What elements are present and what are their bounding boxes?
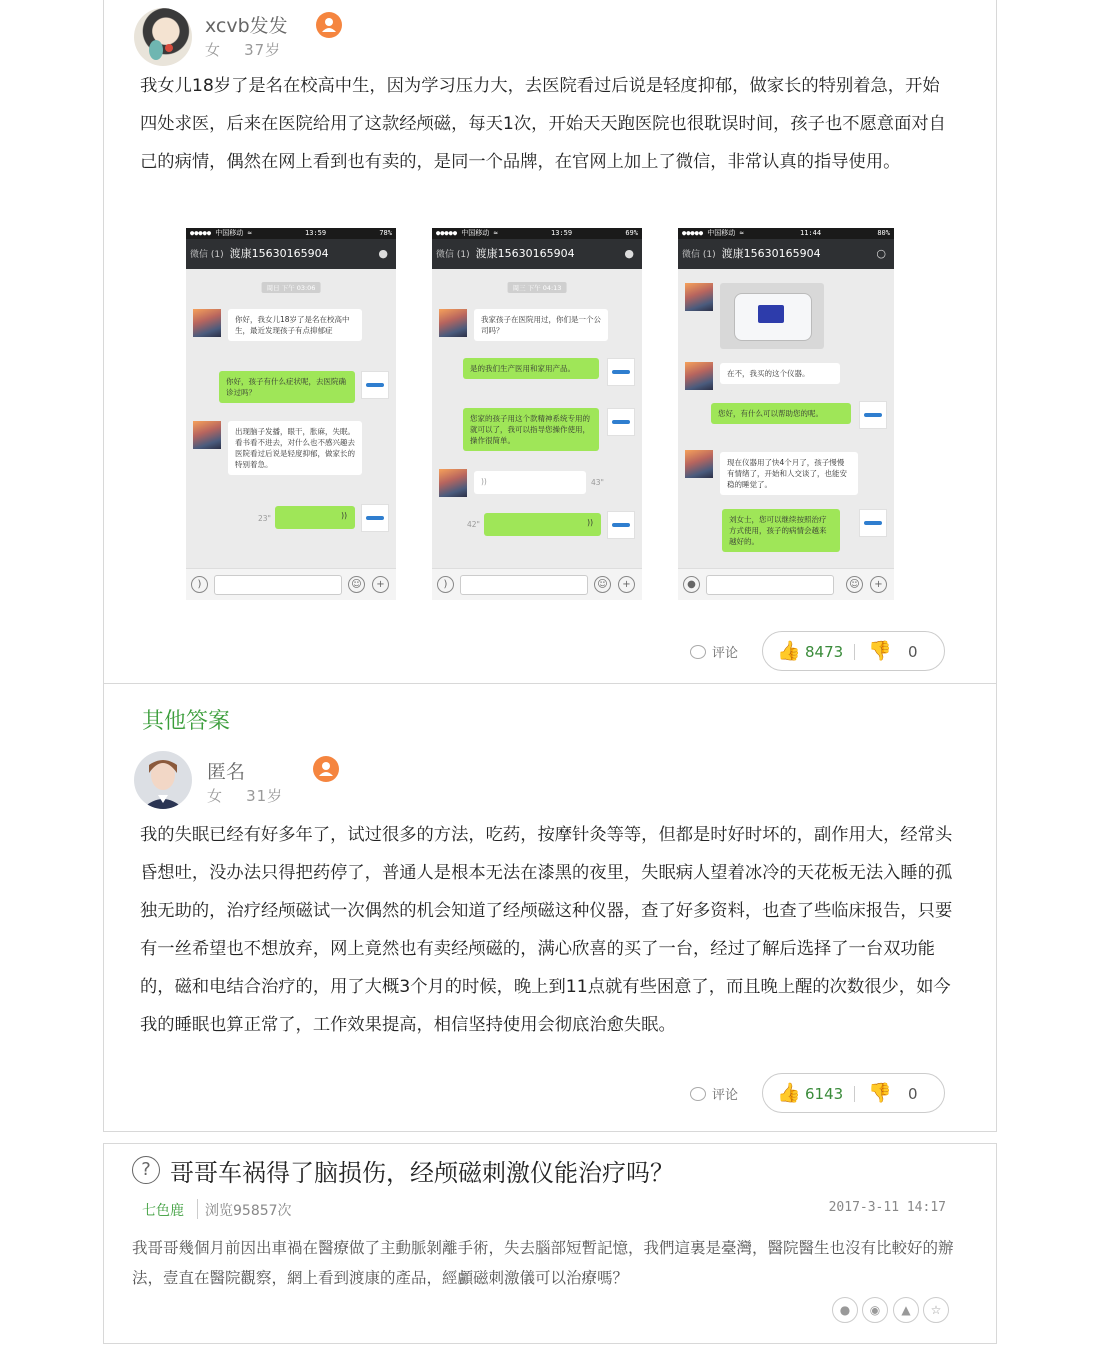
chat-avatar (685, 450, 713, 478)
comment-icon (690, 645, 706, 659)
emoji-icon: ☺ (348, 576, 365, 593)
like-count[interactable]: 6143 (805, 1085, 844, 1103)
chat-contact: 渡康15630165904 (721, 247, 821, 260)
status-bar: ●●●●● 中国移动 ≈ 11:44 80% (678, 228, 894, 239)
voice-duration: 43" (591, 478, 604, 487)
related-question-card (103, 1143, 997, 1344)
chat-input (706, 575, 834, 595)
chat-message: 你好，孩子有什么症状呢，去医院确诊过吗？ (219, 371, 355, 403)
chat-message: 您家的孩子用这个款精神系统专用的就可以了，我可以指导您操作使用，操作很简单。 (463, 408, 599, 451)
chat-contact: 渡康15630165904 (229, 247, 329, 260)
user-meta (205, 39, 281, 60)
question-body: 我哥哥幾個月前因出車禍在醫療做了主動脈剝離手術，失去腦部短暫記憶，我們這裏是臺灣，醫院醫生也沒有比較好的辦法，壹直在醫院觀察，網上看到渡康的產品，經顱磁刺激儀可以治療嗎？ (132, 1239, 954, 1287)
thumbs-down-icon[interactable]: 👎 (868, 1082, 892, 1104)
chat-message: 是的我们生产医用和家用产品。 (463, 358, 599, 379)
gender: 女 (207, 787, 224, 805)
voice-duration: 23" (258, 514, 271, 523)
device-photo (720, 283, 824, 349)
chat-avatar (859, 509, 887, 537)
qq-icon[interactable]: ▲ (893, 1297, 919, 1323)
comment-button[interactable] (690, 642, 738, 661)
chat-avatar (361, 504, 389, 532)
like-count[interactable]: 8473 (805, 643, 844, 661)
chat-contact: 渡康15630165904 (475, 247, 575, 260)
people-icon: ○ (876, 247, 886, 260)
emoji-icon: ☺ (594, 576, 611, 593)
view-count: 浏览95857次 (205, 1203, 292, 1219)
answer-actions (690, 631, 945, 671)
voice-message: )) (275, 506, 355, 529)
comment-label: 评论 (712, 1088, 739, 1103)
chat-timestamp: 周三 下午 04:13 (508, 282, 567, 293)
person-icon: ● (378, 247, 388, 260)
chat-avatar (439, 309, 467, 337)
question-title[interactable]: 哥哥车祸得了脑损伤，经颅磁刺激仪能治疗吗？ (170, 1159, 674, 1187)
plus-icon: + (372, 576, 389, 593)
chat-avatar (361, 371, 389, 399)
question-author[interactable]: 七色鹿 (142, 1203, 184, 1219)
chat-message: 刘女士，您可以继续按照治疗方式使用，孩子的病情会越来越好的。 (722, 509, 840, 552)
answer-text: 我女儿18岁了是名在校高中生，因为学习压力大，去医院看过后说是轻度抑郁，做家长的特别着急，开始四处求医，后来在医院给用了这款经颅磁，每天1次，开始天天跑医院也很耽误时间，孩子也不愿意面对自己的病情，偶然在网上看到也有卖的，是同一个品牌，在官网上加上了微信，非常认真的指导使用。 (140, 76, 946, 172)
plus-icon: + (870, 576, 887, 593)
comment-icon (690, 1087, 706, 1101)
username[interactable]: xcvb发发 (205, 15, 288, 37)
chat-message: 出现脑子发播，眼干，胀麻，失眠。看书看不进去，对什么也不感兴趣去医院看过后说是轻度抑郁，做家长的特别着急。 (228, 421, 362, 475)
dislike-count[interactable]: 0 (908, 1085, 918, 1103)
voice-duration: 42" (467, 520, 480, 529)
avatar[interactable] (134, 8, 192, 66)
chat-title-bar (186, 239, 396, 269)
emoji-icon: ☺ (846, 576, 863, 593)
chat-input-bar (678, 568, 894, 600)
voice-message: )) (474, 471, 586, 494)
comment-button[interactable] (690, 1084, 738, 1103)
dislike-count[interactable]: 0 (908, 643, 918, 661)
chat-input (214, 575, 342, 595)
chat-avatar (439, 469, 467, 497)
plus-icon: + (618, 576, 635, 593)
section-title: 其他答案 (142, 709, 231, 734)
status-bar: ●●●●● 中国移动 ≈ 13:59 78% (186, 228, 396, 239)
chat-message: 在不，我买的这个仪器。 (720, 363, 840, 384)
vote-box (762, 1073, 945, 1113)
chat-avatar (607, 511, 635, 539)
question-icon: ? (132, 1156, 160, 1184)
chat-avatar (193, 421, 221, 449)
chat-back-label: 微信 (1) (190, 250, 224, 260)
chat-avatar (685, 283, 713, 311)
question-date: 2017-3-11 14:17 (828, 1200, 946, 1215)
chat-timestamp: 周日 下午 03:06 (262, 282, 321, 293)
username[interactable]: 匿名 (207, 761, 246, 783)
divider (854, 1086, 855, 1102)
thumbs-up-icon[interactable]: 👍 (777, 1082, 801, 1104)
chat-input-bar (432, 568, 642, 600)
thumbs-up-icon[interactable]: 👍 (777, 640, 801, 662)
chat-message: 我家孩子在医院用过，你们是一个公司吗？ (474, 309, 608, 341)
chat-message: 你好，我女儿18岁了是名在校高中生，最近发现孩子有点抑郁症 (228, 309, 362, 341)
mic-icon: ● (683, 576, 700, 593)
user-meta (207, 785, 283, 806)
chat-avatar (859, 401, 887, 429)
divider (854, 644, 855, 660)
chat-avatar (607, 408, 635, 436)
chat-back-label: 微信 (1) (436, 250, 470, 260)
answer-card-2 (103, 683, 997, 1132)
chat-avatar (193, 309, 221, 337)
gender: 女 (205, 41, 222, 59)
answer-card-1 (103, 0, 997, 684)
chat-avatar (685, 362, 713, 390)
wechat-icon[interactable]: ● (832, 1297, 858, 1323)
age: 37岁 (244, 41, 282, 59)
comment-label: 评论 (712, 646, 739, 661)
answer-text: 我的失眠已经有好多年了，试过很多的方法，吃药，按摩针灸等等，但都是时好时坏的，副作用大，经常头昏想吐，没办法只得把药停了，普通人是根本无法在漆黑的夜里，失眠病人望着冰冷的天花板无法入睡的孤独无助的，治疗经颅磁试一次偶然的机会知道了经颅磁这种仪器，查了好多资料，也查了些临床报告，只要有一丝希望也不想放弃，网上竟然也有卖经颅磁的，满心欣喜的买了一台，经过了解后选择了一台双功能的，磁和电结合治疗的，用了大概3个月的时候，晚上到11点就有些困意了，而且晚上醒的次数很少，如今我的睡眠也算正常了，工作效果提高，相信坚持使用会彻底治愈失眠。 (140, 825, 953, 1035)
chat-screenshot-3 (678, 228, 894, 600)
answer-actions (690, 1073, 945, 1113)
voice-icon: ) (191, 576, 208, 593)
chat-screenshot-2 (432, 228, 642, 600)
user-badge-icon (316, 12, 342, 38)
divider (197, 1199, 198, 1219)
thumbs-down-icon[interactable]: 👎 (868, 640, 892, 662)
chat-back-label: 微信 (1) (682, 250, 716, 260)
chat-message: 您好，有什么可以帮助您的呢。 (711, 403, 851, 424)
chat-screenshot-1 (186, 228, 396, 600)
chat-avatar (607, 358, 635, 386)
avatar[interactable] (134, 751, 192, 809)
chat-input-bar (186, 568, 396, 600)
chat-title-bar (432, 239, 642, 269)
chat-input (460, 575, 588, 595)
voice-message: )) (484, 513, 601, 536)
user-badge-icon (313, 756, 339, 782)
voice-icon: ) (437, 576, 454, 593)
chat-message: 现在仪器用了快4个月了，孩子慢慢有情绪了，开始和人交谈了，也能安稳的睡觉了。 (720, 452, 858, 495)
favorite-icon[interactable]: ☆ (923, 1297, 949, 1323)
status-bar: ●●●●● 中国移动 ≈ 13:59 69% (432, 228, 642, 239)
vote-box (762, 631, 945, 671)
age: 31岁 (246, 787, 284, 805)
chat-title-bar (678, 239, 894, 269)
weibo-icon[interactable]: ◉ (862, 1297, 888, 1323)
person-icon: ● (624, 247, 634, 260)
